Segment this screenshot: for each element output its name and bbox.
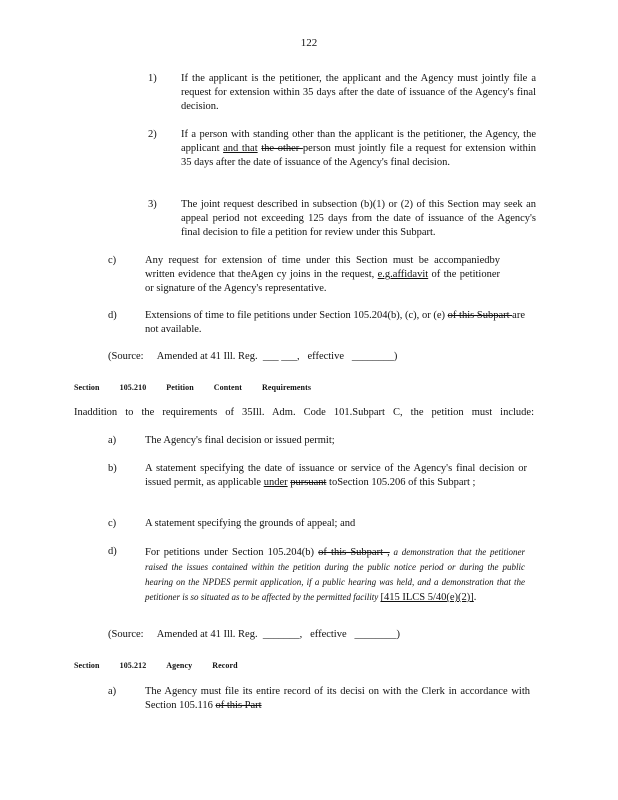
list-item-text: A statement specifying the date of issuance or service of the Agency's final decision or issued permit, as applicable under pursuant toSection 105.206 of this Subpart ; — [145, 463, 527, 488]
deleted-text: of this Part — [215, 700, 262, 711]
deleted-text: of this Subpart , — [318, 547, 390, 558]
list-item-text: A statement specifying the grounds of appeal; and — [145, 518, 356, 529]
source-note: (Source: Amended at 41 Ill. Reg. _______, effective ________) — [108, 629, 401, 640]
list-item-label: d) — [108, 546, 117, 557]
list-item-label: a) — [108, 435, 117, 446]
section-intro: Inaddition to the requirements of 35Ill. Adm. Code 101.Subpart C, the petition must include: — [74, 407, 534, 418]
inserted-text: and that — [223, 143, 258, 154]
list-item-text: If a person with standing other than the applicant is the petitioner, the Agency, the applicant and that the other person must jointly file a request for extension within 35 days after the date of issuance of the Agency's final decision. — [181, 129, 537, 168]
inserted-text: under — [263, 477, 288, 488]
citation: [415 ILCS 5/40(e)(2)] — [380, 592, 474, 603]
list-item-text: The joint request described in subsection (b)(1) or (2) of this Section may seek an appeal period not exceeding 125 days from the date of issuance of the Agency's final decision to file a petition for review under this Subpart. — [181, 199, 536, 238]
list-item-label: a) — [108, 686, 117, 697]
list-item-label: b) — [108, 463, 117, 474]
deleted-text: pursuant — [290, 477, 327, 488]
source-note: (Source: Amended at 41 Ill. Reg. ___ ___, effective ________) — [108, 351, 398, 362]
list-item-text: Any request for extension of time under this Section must be accompaniedby written evidence that theAgen cy joins in the request, e.g.affidavit of the petitioner or signature of the Agency's representative. — [145, 255, 500, 294]
list-item-text: Extensions of time to file petitions under Section 105.204(b), (c), or (e) of this Subpart are not available. — [145, 310, 525, 335]
list-item-label: d) — [108, 310, 117, 321]
page-number: 122 — [300, 37, 318, 49]
list-item-text: If the applicant is the petitioner, the applicant and the Agency must jointly file a request for extension within 35 days after the date of issuance of the Agency's final decision. — [181, 73, 536, 112]
list-item-label: c) — [108, 518, 117, 529]
section-heading: Section 105.212 Agency Record — [74, 661, 238, 670]
list-item-label: c) — [108, 255, 117, 266]
list-item-text: The Agency's final decision or issued permit; — [145, 435, 335, 446]
section-heading: Section 105.210 Petition Content Requirements — [74, 383, 312, 392]
list-item-text: For petitions under Section 105.204(b) of this Subpart , a demonstration that the petitioner raised the issues contained within the petition during the public notice period or during the public hearing on the NPDES permit application, if a public hearing was held, and a demonstration that the petitioner is so situated as to be affected by the permitted facility [415 ILCS 5/40(e)(2)]. — [145, 547, 525, 603]
list-item-text: The Agency must file its entire record of its decisi on with the Clerk in accordance with Section 105.116 of this Part — [145, 686, 530, 711]
list-item-label: 2) — [148, 129, 157, 140]
italic-text: a demonstration that the petitioner raised the issues contained within the petition during the public notice period or during the public hearing on the NPDES permit application, if a public hearing was held, and a demonstration that the petitioner is so situated as to be affected by the permitted facility — [145, 547, 525, 602]
list-item-label: 3) — [148, 199, 157, 210]
deleted-text: of this Subpart — [447, 310, 513, 321]
inserted-text: e.g.affidavit — [377, 269, 429, 280]
deleted-text: the other — [261, 143, 303, 154]
list-item-label: 1) — [148, 73, 157, 84]
